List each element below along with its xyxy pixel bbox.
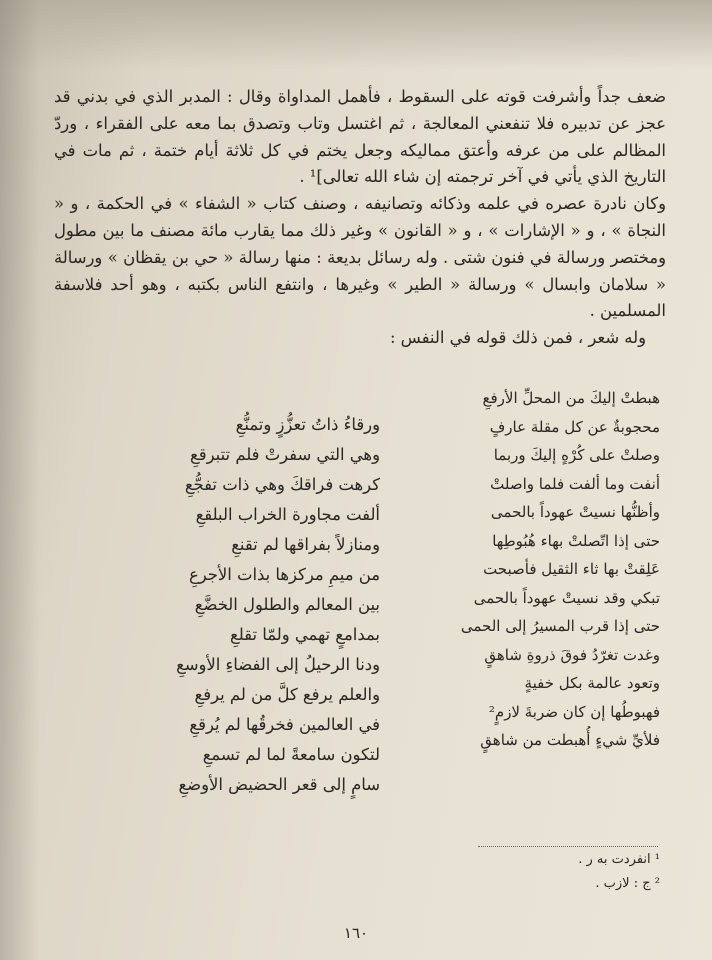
poem-intro: وله شعر ، فمن ذلك قوله في النفس :: [389, 328, 646, 348]
footnote: ¹ انفردت به ر .: [578, 852, 660, 867]
footnote-divider: [478, 846, 658, 847]
hemistich: وغدت تغرّدُ فوقَ ذروةِ شاهقٍ: [484, 645, 660, 664]
hemistich: كرهت فراقكَ وهي ذات تفجُّعِ: [184, 475, 380, 494]
hemistich: وصلتْ على كُرْهٍ إليكَ وربما: [493, 446, 660, 464]
hemistich: أنفت وما ألفت فلما واصلتْ: [490, 474, 660, 493]
top-shadow: [0, 0, 712, 70]
poem: [100, 384, 660, 844]
hemistich: هبطتْ إليكَ من المحلِّ الأرفعِ: [482, 389, 660, 407]
hemistich: ومنازلاً بفراقها لم تقنعِ: [231, 535, 380, 554]
hemistich: في العالمين فخرقُها لم يُرقعِ: [189, 715, 380, 734]
hemistich: فلأيِّ شيءٍ أُهبطت من شاهقٍ: [480, 731, 660, 749]
hemistich: وهي التي سفرتْ فلم تتبرقعِ: [190, 445, 380, 464]
poem-second-hemistichs: [100, 410, 380, 800]
prose-body: [54, 84, 666, 352]
hemistich: فهبوطُها إن كان ضربةَ لازمٍ²: [488, 702, 660, 721]
hemistich: لتكون سامعةً لما لم تسمعِ: [202, 745, 380, 764]
hemistich: سامٍ إلى قعر الحضيض الأوضعِ: [178, 775, 380, 794]
hemistich: تبكي وقد نسيتْ عهوداً بالحمى: [473, 588, 660, 607]
spine-shadow: [0, 0, 40, 960]
footnote: ² ج : لازب .: [595, 876, 660, 891]
hemistich: ودنا الرحيلُ إلى الفضاءِ الأوسعِ: [176, 655, 380, 674]
hemistich: حتى إذا اتّصلتْ بهاء هُبُوطِها: [492, 531, 660, 550]
hemistich: بمدامعٍ تهمي ولمّا تقلعِ: [230, 625, 380, 644]
prose-paragraph: ضعف جداً وأشرفت قوته على السقوط ، فأهمل المداواة وقال : المدبر الذي في بدني قد عجز عن تدبيره فلا تنفعني المعالجة ، ثم اغتسل وتاب وتصدق بما معه على الفقراء ، وردّ المظالم على من عرفه وأعتق مماليكه وجعل يختم في كل ثلاثة أيام ختمة ، ثم مات في التاريخ الذي يأتي في آخر ترجمته إن شاء الله تعالى]¹ .: [54, 87, 666, 187]
hemistich: وتعود عالمة بكل خفيةٍ: [524, 674, 660, 692]
hemistich: محجوبةٌ عن كل مقلة عارفٍ: [489, 417, 660, 436]
prose-paragraph: وكان نادرة عصره في علمه وذكائه وتصانيفه ، وصنف كتاب « الشفاء » في الحكمة ، و « النجاة » ، و « الإشارات » ، و « القانون » وغير ذلك مما يقارب مائة مصنف ما بين مطول ومختصر ورسالة في فنون شتى . وله رسائل بديعة : منها رسالة « حي بن يقظان » ورسالة « سلامان وابسال » ورسالة « الطير » وغيرها ، وانتفع الناس بكتبه ، وهو أحد فلاسفة المسلمين .: [54, 194, 666, 321]
hemistich: من ميمِ مركزها بذات الأجرعِ: [188, 565, 380, 584]
hemistich: ألفت مجاورة الخراب البلقعِ: [195, 505, 380, 524]
page-number: ١٦٠: [343, 924, 369, 942]
hemistich: بين المعالم والطلول الخضَّعِ: [194, 595, 380, 614]
hemistich: وأظنُّها نسيتْ عهوداً بالحمى: [490, 503, 660, 521]
footnotes: [330, 848, 660, 896]
hemistich: عَلِقتْ بها ثاء الثقيل فأصبحت: [483, 560, 660, 578]
poem-first-hemistichs: [402, 384, 660, 755]
hemistich: ورقاءُ ذاتُ تعزُّزٍ وتمنُّعِ: [235, 415, 380, 434]
hemistich: حتى إذا قرب المسيرُ إلى الحمى: [460, 617, 660, 635]
hemistich: والعلم يرفع كلَّ من لم يرفعِ: [194, 685, 380, 704]
